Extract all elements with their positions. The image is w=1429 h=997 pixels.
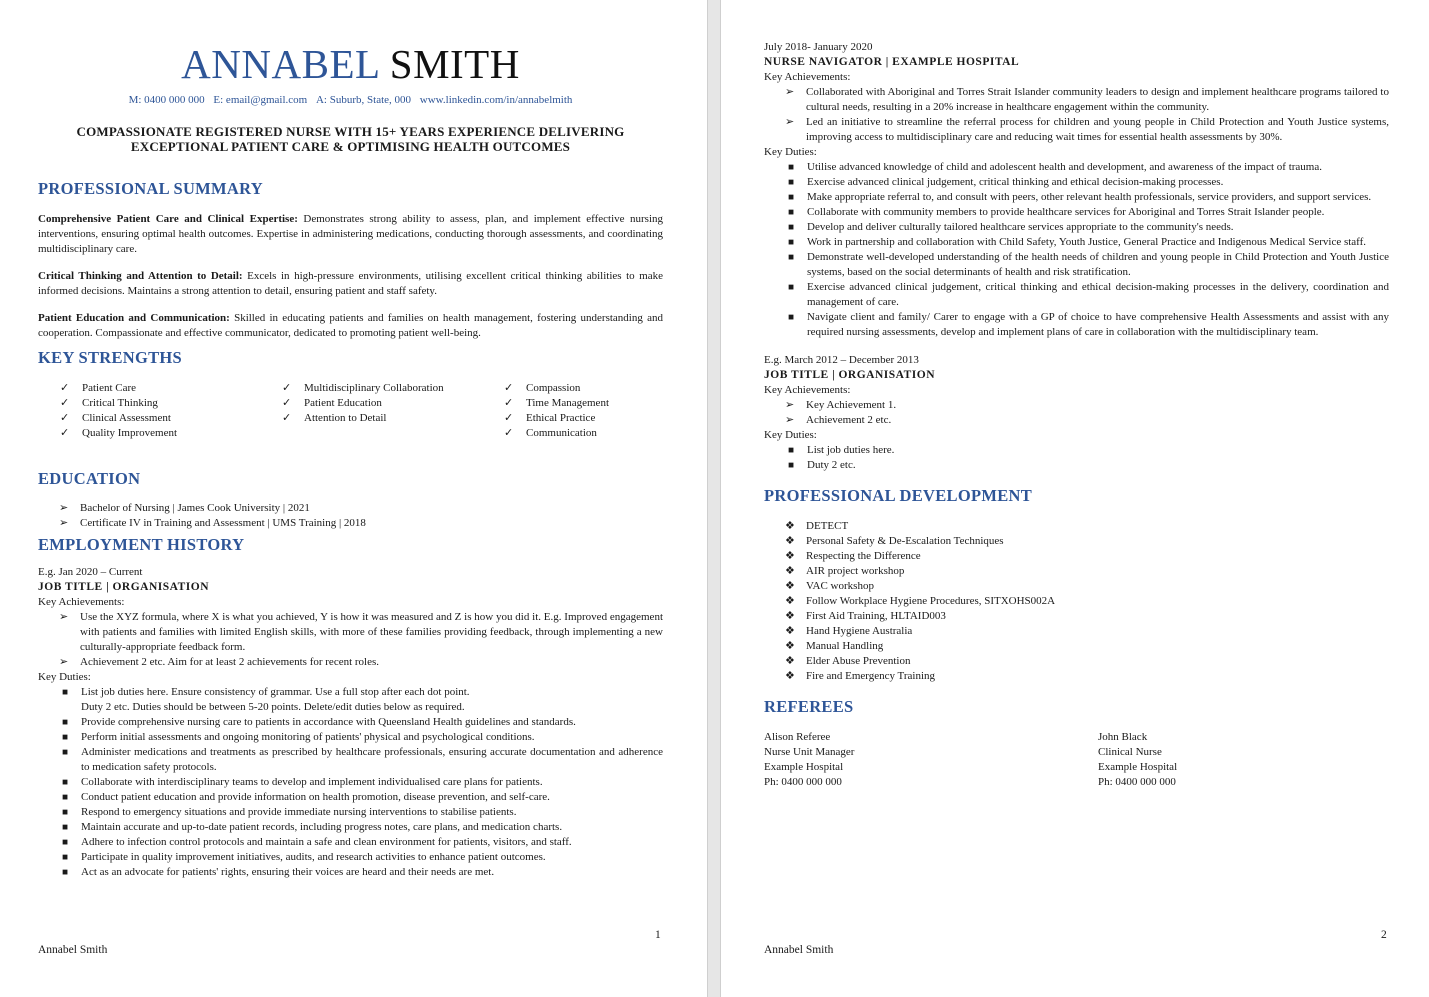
duty-item: ■ Collaborate with interdisciplinary teams to develop and implement individualised care plans for patients. <box>62 776 543 788</box>
achievement-item: ➢ Achievement 2 etc. <box>785 414 892 426</box>
diamond-icon: ❖ <box>785 580 795 592</box>
headline-line-1: COMPASSIONATE REGISTERED NURSE WITH 15+ YEARS EXPERIENCE DELIVERING <box>76 124 625 139</box>
duty-item: ■ Develop and deliver culturally tailored healthcare services appropriate to the community's needs. <box>788 221 1234 233</box>
diamond-icon: ❖ <box>785 565 795 577</box>
duty-item: ■ List job duties here. <box>788 444 895 456</box>
contact-linkedin[interactable]: www.linkedin.com/in/annabelmith <box>419 94 573 106</box>
achievement-item: ➢ Key Achievement 1. <box>785 399 897 411</box>
bullet-icon: ■ <box>788 222 795 233</box>
job2-title: NURSE NAVIGATOR | EXAMPLE HOSPITAL <box>764 56 1020 68</box>
job3-dates: E.g. March 2012 – December 2013 <box>764 354 919 366</box>
bullet-icon: ■ <box>788 252 795 263</box>
referee-2-phone: Ph: 0400 000 000 <box>1098 776 1176 788</box>
strength-item: ✓ Patient Education <box>282 397 382 409</box>
referee-1 <box>764 730 1098 790</box>
development-item: ❖ DETECT <box>785 520 849 532</box>
education-title: EDUCATION <box>38 469 141 488</box>
check-icon: ✓ <box>282 397 292 409</box>
bullet-icon: ■ <box>62 732 69 743</box>
duty-item: ■ Act as an advocate for patients' rights, ensuring their voices are heard and their needs are met. <box>62 866 495 878</box>
strength-item: ✓ Attention to Detail <box>282 412 387 424</box>
duty-item: ■ Navigate client and family/ Carer to engage with a GP of choice to have comprehensive Health Assessments and assist with any required nursing assessments, develop and implement plans of care in collaboration with the multidisciplinary team. <box>788 311 1389 338</box>
job3-achievements <box>785 398 1389 428</box>
diamond-icon: ❖ <box>785 535 795 547</box>
bullet-icon: ■ <box>788 237 795 248</box>
arrow-icon: ➢ <box>785 414 795 426</box>
summary-title: PROFESSIONAL SUMMARY <box>38 179 263 198</box>
headline-line-2: EXCEPTIONAL PATIENT CARE & OPTIMISING HEALTH OUTCOMES <box>130 139 571 154</box>
bullet-icon: ■ <box>788 207 795 218</box>
development-item: ❖ Fire and Emergency Training <box>785 670 936 682</box>
development-item: ❖ Elder Abuse Prevention <box>785 655 911 667</box>
summary-item-3-text: Skilled in educating patients and families on health management, fostering understanding and cooperation. Compassionate and effective communicator, dedicated to promoting patient well-being. <box>38 312 663 339</box>
diamond-icon: ❖ <box>785 655 795 667</box>
development-item: ❖ Respecting the Difference <box>785 550 921 562</box>
bullet-icon: ■ <box>62 792 69 803</box>
contact-email: E: email@gmail.com <box>213 94 308 106</box>
check-icon: ✓ <box>60 382 70 394</box>
arrow-icon: ➢ <box>785 116 795 128</box>
bullet-icon: ■ <box>62 867 69 878</box>
check-icon: ✓ <box>504 412 514 424</box>
job1-dates: E.g. Jan 2020 – Current <box>38 566 143 578</box>
strength-item: ✓ Communication <box>504 427 597 439</box>
bullet-icon: ■ <box>788 445 795 456</box>
footer-name-2: Annabel Smith <box>764 944 834 956</box>
job1-ach-label: Key Achievements: <box>38 596 125 608</box>
achievement-item: ➢ Use the XYZ formula, where X is what you achieved, Y is how it was measured and Z is how you did it. E.g. Improved engagement with patients and families with limited English skills, with more of these families providing feedback, through implementing a new culturally-appropriate feedback form. <box>59 611 663 653</box>
bullet-icon: ■ <box>788 312 795 323</box>
diamond-icon: ❖ <box>785 670 795 682</box>
strength-item: ✓ Multidisciplinary Collaboration <box>282 382 444 394</box>
headline <box>38 124 663 154</box>
arrow-icon: ➢ <box>59 656 69 668</box>
job3-title: JOB TITLE | ORGANISATION <box>764 369 935 381</box>
strengths-col-2 <box>260 381 482 441</box>
referee-2 <box>1098 730 1389 790</box>
strength-item: ✓ Time Management <box>504 397 609 409</box>
contact-address: A: Suburb, State, 000 <box>315 94 412 106</box>
job1-title: JOB TITLE | ORGANISATION <box>38 581 209 593</box>
bullet-icon: ■ <box>788 177 795 188</box>
strengths-grid <box>38 381 663 441</box>
duty-item: ■ List job duties here. Ensure consistency of grammar. Use a full stop after each dot point. Duty 2 etc. Duties should be between 5-20 points. Delete/edit duties below as required. <box>62 686 470 713</box>
strength-item: ✓ Compassion <box>504 382 581 394</box>
development-title: PROFESSIONAL DEVELOPMENT <box>764 486 1033 505</box>
summary-item-1 <box>38 212 663 257</box>
duty-item: ■ Perform initial assessments and ongoing monitoring of patients' physical and psychological conditions. <box>62 731 535 743</box>
strengths-title: KEY STRENGTHS <box>38 348 183 367</box>
check-icon: ✓ <box>504 382 514 394</box>
referee-1-role: Nurse Unit Manager <box>764 746 855 758</box>
diamond-icon: ❖ <box>785 640 795 652</box>
achievement-item: ➢ Achievement 2 etc. Aim for at least 2 achievements for recent roles. <box>59 656 380 668</box>
strengths-col-1 <box>38 381 260 441</box>
check-icon: ✓ <box>504 397 514 409</box>
bullet-icon: ■ <box>62 837 69 848</box>
bullet-icon: ■ <box>788 192 795 203</box>
check-icon: ✓ <box>60 397 70 409</box>
summary-item-3-label: Patient Education and Communication: <box>38 312 230 324</box>
education-item: ➢ Certificate IV in Training and Assessment | UMS Training | 2018 <box>59 517 366 529</box>
page-1-content <box>38 38 663 880</box>
footer-name-1: Annabel Smith <box>38 944 108 956</box>
bullet-icon: ■ <box>788 162 795 173</box>
diamond-icon: ❖ <box>785 520 795 532</box>
development-item: ❖ VAC workshop <box>785 580 874 592</box>
job3-duties <box>788 443 1389 473</box>
first-name: ANNABEL <box>181 41 380 87</box>
referee-1-org: Example Hospital <box>764 761 844 773</box>
referees-grid <box>764 730 1389 790</box>
check-icon: ✓ <box>504 427 514 439</box>
summary-item-1-label: Comprehensive Patient Care and Clinical Expertise: <box>38 213 298 225</box>
diamond-icon: ❖ <box>785 610 795 622</box>
job1-duties-label: Key Duties: <box>38 671 91 683</box>
check-icon: ✓ <box>282 412 292 424</box>
duty-item: ■ Provide comprehensive nursing care to patients in accordance with Queensland Health guidelines and standards. <box>62 716 576 728</box>
arrow-icon: ➢ <box>59 611 69 623</box>
duty-item: ■ Administer medications and treatments as prescribed by healthcare professionals, ensuring accurate documentation and adherence to medication safety protocols. <box>62 746 663 773</box>
bullet-icon: ■ <box>62 747 69 758</box>
development-item: ❖ Hand Hygiene Australia <box>785 625 913 637</box>
bullet-icon: ■ <box>62 777 69 788</box>
strengths-col-3 <box>482 381 663 441</box>
bullet-icon: ■ <box>62 807 69 818</box>
development-item: ❖ Manual Handling <box>785 640 884 652</box>
bullet-icon: ■ <box>788 282 795 293</box>
arrow-icon: ➢ <box>785 399 795 411</box>
development-item: ❖ Personal Safety & De-Escalation Techniques <box>785 535 1004 547</box>
referee-2-org: Example Hospital <box>1098 761 1178 773</box>
development-item: ❖ AIR project workshop <box>785 565 905 577</box>
job2-ach-label: Key Achievements: <box>764 71 851 83</box>
duty-item: ■ Conduct patient education and provide information on health promotion, disease prevention, and self-care. <box>62 791 550 803</box>
job1-achievements <box>59 610 663 670</box>
bullet-icon: ■ <box>62 687 69 698</box>
duty-item: ■ Adhere to infection control protocols and maintain a safe and clean environment for patients, visitors, and staff. <box>62 836 572 848</box>
resume-name <box>38 38 663 90</box>
contact-mobile: M: 0400 000 000 <box>128 94 205 106</box>
job2-duties-label: Key Duties: <box>764 146 817 158</box>
duty-item: ■ Participate in quality improvement initiatives, audits, and research activities to enhance patient outcomes. <box>62 851 546 863</box>
duty-item: ■ Demonstrate well-developed understanding of the health needs of children and young people in Child Protection and Youth Justice systems, based on the social determinants of health and risk stratification. <box>788 251 1389 278</box>
duty-item: ■ Work in partnership and collaboration with Child Safety, Youth Justice, General Practice and Indigenous Medical Service staff. <box>788 236 1367 248</box>
strength-item: ✓ Ethical Practice <box>504 412 596 424</box>
duty-item: ■ Collaborate with community members to provide healthcare services for Aboriginal and Torres Strait Islander people. <box>788 206 1325 218</box>
referee-2-role: Clinical Nurse <box>1098 746 1162 758</box>
duty-item: ■ Exercise advanced clinical judgement, critical thinking and ethical decision-making processes in the delivery, coordination and management of care. <box>788 281 1389 308</box>
strength-item: ✓ Clinical Assessment <box>60 412 171 424</box>
summary-item-2-text: Excels in high-pressure environments, utilising excellent critical thinking abilities to make informed decisions. Maintains a strong attention to detail, ensuring patient and staff safety. <box>38 270 663 297</box>
education-item: ➢ Bachelor of Nursing | James Cook University | 2021 <box>59 502 310 514</box>
arrow-icon: ➢ <box>59 517 69 529</box>
bullet-icon: ■ <box>62 717 69 728</box>
duty-item: ■ Utilise advanced knowledge of child and adolescent health and development, and awareness of the impact of trauma. <box>788 161 1322 173</box>
duty-item: ■ Duty 2 etc. <box>788 459 856 471</box>
duty-item: ■ Maintain accurate and up-to-date patient records, including progress notes, care plans, and medication charts. <box>62 821 563 833</box>
bullet-icon: ■ <box>62 822 69 833</box>
page-2 <box>721 0 1429 997</box>
check-icon: ✓ <box>282 382 292 394</box>
development-list <box>785 519 1389 684</box>
strength-item: ✓ Critical Thinking <box>60 397 158 409</box>
achievement-item: ➢ Collaborated with Aboriginal and Torres Strait Islander community leaders to design and implement healthcare programs tailored to cultural needs, resulting in a 20% increase in healthcare engagement within the community. <box>785 86 1389 113</box>
achievement-item: ➢ Led an initiative to streamline the referral process for children and young people in Child Protection and Youth Justice systems, improving access to multidisciplinary care and reducing wait times for essential health assessments by 30%. <box>785 116 1389 143</box>
diamond-icon: ❖ <box>785 625 795 637</box>
job3-duties-label: Key Duties: <box>764 429 817 441</box>
job2-duties <box>788 160 1389 340</box>
last-name: SMITH <box>389 41 520 87</box>
strength-item: ✓ Patient Care <box>60 382 137 394</box>
job1-duties <box>62 685 663 880</box>
page-1 <box>0 0 707 997</box>
page-2-content <box>764 40 1389 790</box>
check-icon: ✓ <box>60 412 70 424</box>
summary-item-2-label: Critical Thinking and Attention to Detail: <box>38 270 243 282</box>
job3-ach-label: Key Achievements: <box>764 384 851 396</box>
summary-item-1-text: Demonstrates strong ability to assess, plan, and implement effective nursing interventions, ensuring optimal health outcomes. Expertise in administering medications, conducting thorough assessments, and coordinating multidisciplinary care. <box>38 213 663 255</box>
employment-title: EMPLOYMENT HISTORY <box>38 535 245 554</box>
duty-item: ■ Exercise advanced clinical judgement, critical thinking and ethical decision-making processes. <box>788 176 1224 188</box>
summary-item-2 <box>38 269 663 299</box>
duty-item: ■ Make appropriate referral to, and consult with peers, other relevant health professionals, service providers, and support services. <box>788 191 1372 203</box>
referee-1-name: Alison Referee <box>764 731 831 743</box>
arrow-icon: ➢ <box>785 86 795 98</box>
contact-line <box>38 93 663 108</box>
summary-item-3 <box>38 311 663 341</box>
development-item: ❖ First Aid Training, HLTAID003 <box>785 610 946 622</box>
job2-dates: July 2018- January 2020 <box>764 41 873 53</box>
referee-1-phone: Ph: 0400 000 000 <box>764 776 842 788</box>
diamond-icon: ❖ <box>785 595 795 607</box>
check-icon: ✓ <box>60 427 70 439</box>
referee-2-name: John Black <box>1098 731 1148 743</box>
duty-item: ■ Respond to emergency situations and provide immediate nursing interventions to stabilise patients. <box>62 806 517 818</box>
job2-achievements <box>785 85 1389 145</box>
diamond-icon: ❖ <box>785 550 795 562</box>
education-list <box>59 501 663 531</box>
referees-title: REFEREES <box>764 697 854 716</box>
page-gutter <box>707 0 721 997</box>
page-number-1: 1 <box>655 929 661 941</box>
strength-item: ✓ Quality Improvement <box>60 427 178 439</box>
development-item: ❖ Follow Workplace Hygiene Procedures, SITXOHS002A <box>785 595 1056 607</box>
arrow-icon: ➢ <box>59 502 69 514</box>
bullet-icon: ■ <box>788 460 795 471</box>
page-number-2: 2 <box>1381 929 1387 941</box>
bullet-icon: ■ <box>62 852 69 863</box>
